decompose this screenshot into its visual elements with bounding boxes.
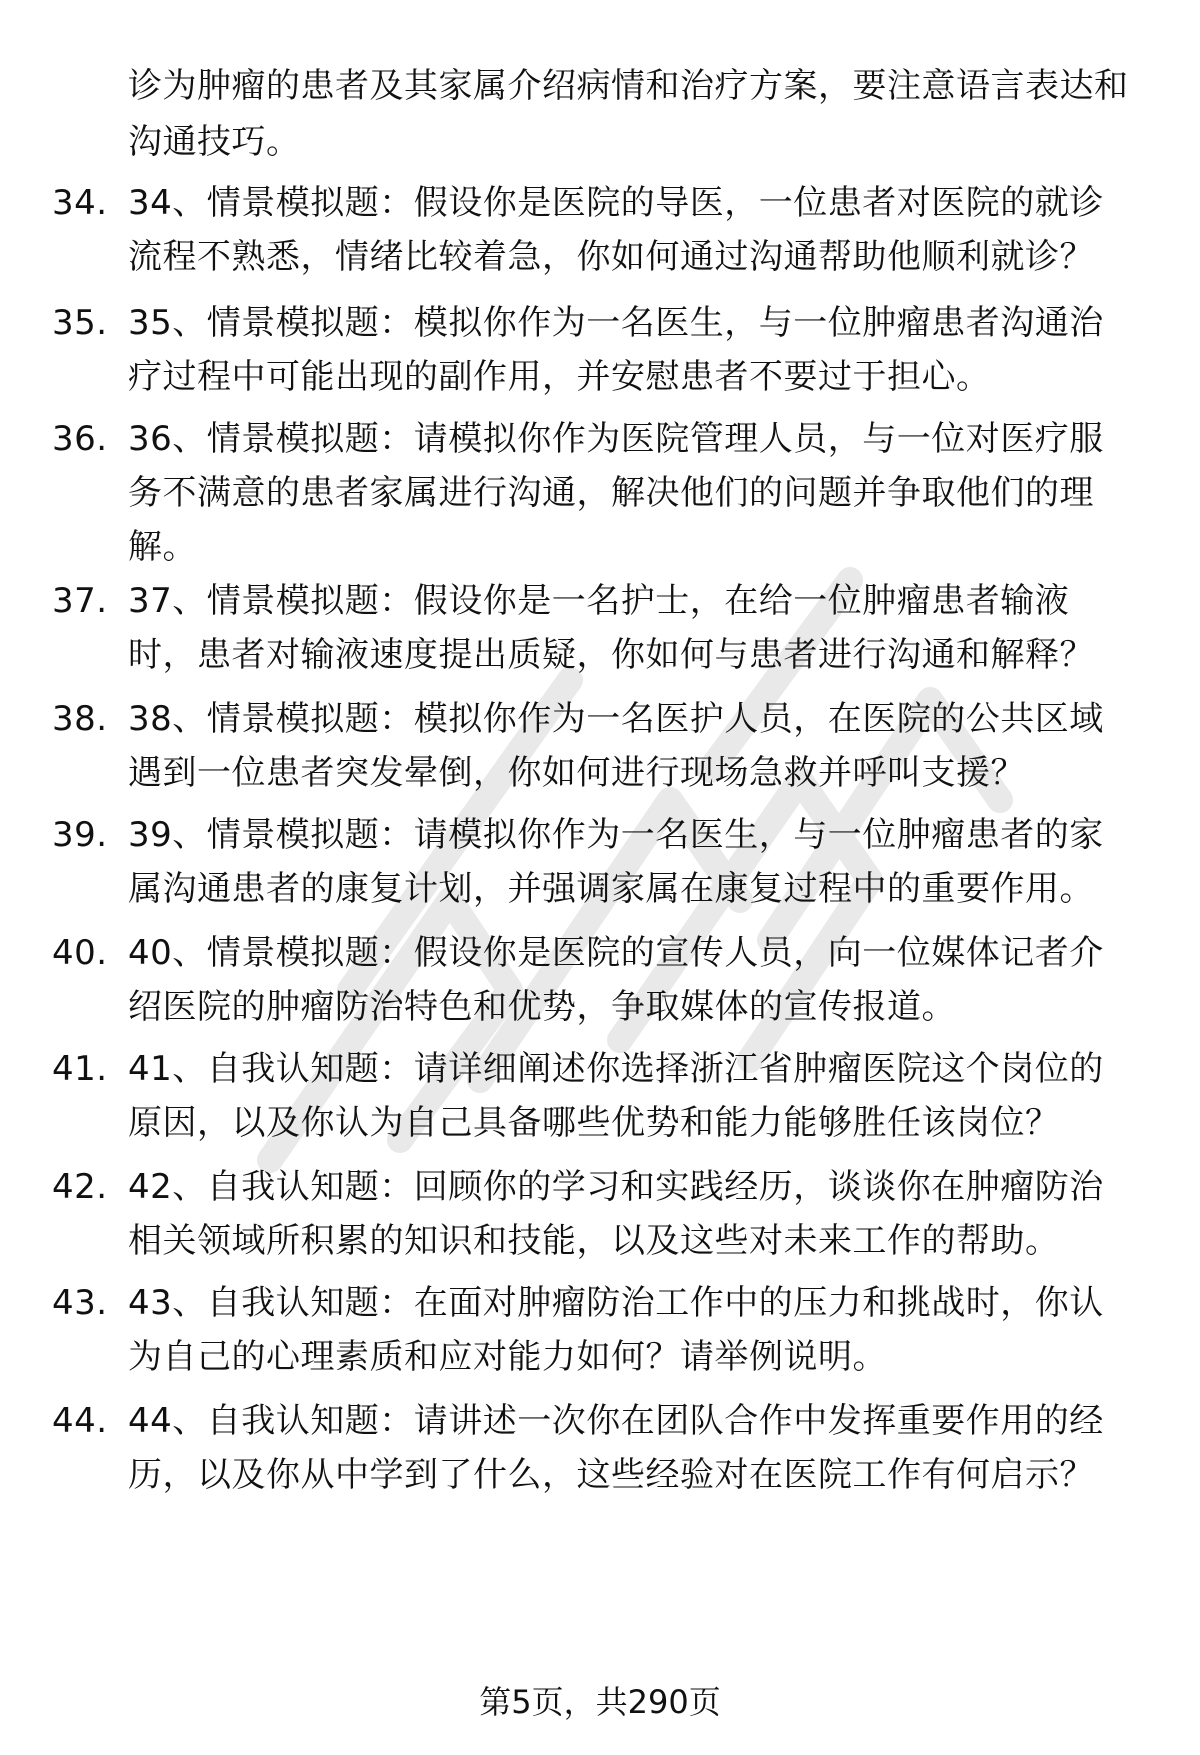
list-item-text: 35、情景模拟题：模拟你作为一名医生，与一位肿瘤患者沟通治疗过程中可能出现的副作用，并安慰患者不要过于担心。 — [128, 303, 1104, 397]
page-footer: 第5页，共290页 — [479, 1683, 721, 1721]
list-item-text: 42、自我认知题：回顾你的学习和实践经历，谈谈你在肿瘤防治相关领域所积累的知识和技能，以及这些对未来工作的帮助。 — [128, 1167, 1104, 1261]
continued-paragraph: 诊为肿瘤的患者及其家属介绍病情和治疗方案，要注意语言表达和沟通技巧。 — [128, 66, 1129, 162]
list-item-number: 35. — [52, 303, 108, 343]
list-item-text: 37、情景模拟题：假设你是一名护士，在给一位肿瘤患者输液时，患者对输液速度提出质疑，你如何与患者进行沟通和解释？ — [128, 581, 1094, 675]
list-item-number: 42. — [52, 1167, 108, 1207]
list-item-text: 44、自我认知题：请讲述一次你在团队合作中发挥重要作用的经历，以及你从中学到了什么，这些经验对在医院工作有何启示？ — [128, 1401, 1104, 1495]
list-item-number: 39. — [52, 815, 108, 855]
list-item-number: 36. — [52, 419, 108, 459]
list-item-number: 34. — [52, 183, 108, 223]
list-item-text: 38、情景模拟题：模拟你作为一名医护人员，在医院的公共区域遇到一位患者突发晕倒，你如何进行现场急救并呼叫支援？ — [128, 699, 1104, 793]
list-item-text: 40、情景模拟题：假设你是医院的宣传人员，向一位媒体记者介绍医院的肿瘤防治特色和优势，争取媒体的宣传报道。 — [128, 933, 1104, 1027]
list-item-text: 39、情景模拟题：请模拟你作为一名医生，与一位肿瘤患者的家属沟通患者的康复计划，并强调家属在康复过程中的重要作用。 — [128, 815, 1104, 909]
list-item-number: 41. — [52, 1049, 108, 1089]
list-item-text: 43、自我认知题：在面对肿瘤防治工作中的压力和挑战时，你认为自己的心理素质和应对能力如何？请举例说明。 — [128, 1283, 1104, 1377]
list-item-text: 41、自我认知题：请详细阐述你选择浙江省肿瘤医院这个岗位的原因，以及你认为自己具备哪些优势和能力能够胜任该岗位？ — [128, 1049, 1104, 1143]
list-item-text: 34、情景模拟题：假设你是医院的导医，一位患者对医院的就诊流程不熟悉，情绪比较着急，你如何通过沟通帮助他顺利就诊？ — [128, 183, 1104, 277]
list-item-number: 40. — [52, 933, 108, 973]
list-item-number: 37. — [52, 581, 108, 621]
list-item-number: 44. — [52, 1401, 108, 1441]
list-item-number: 43. — [52, 1283, 108, 1323]
list-item-text: 36、情景模拟题：请模拟你作为医院管理人员，与一位对医疗服务不满意的患者家属进行沟通，解决他们的问题并争取他们的理解。 — [128, 419, 1104, 567]
list-item-number: 38. — [52, 699, 108, 739]
